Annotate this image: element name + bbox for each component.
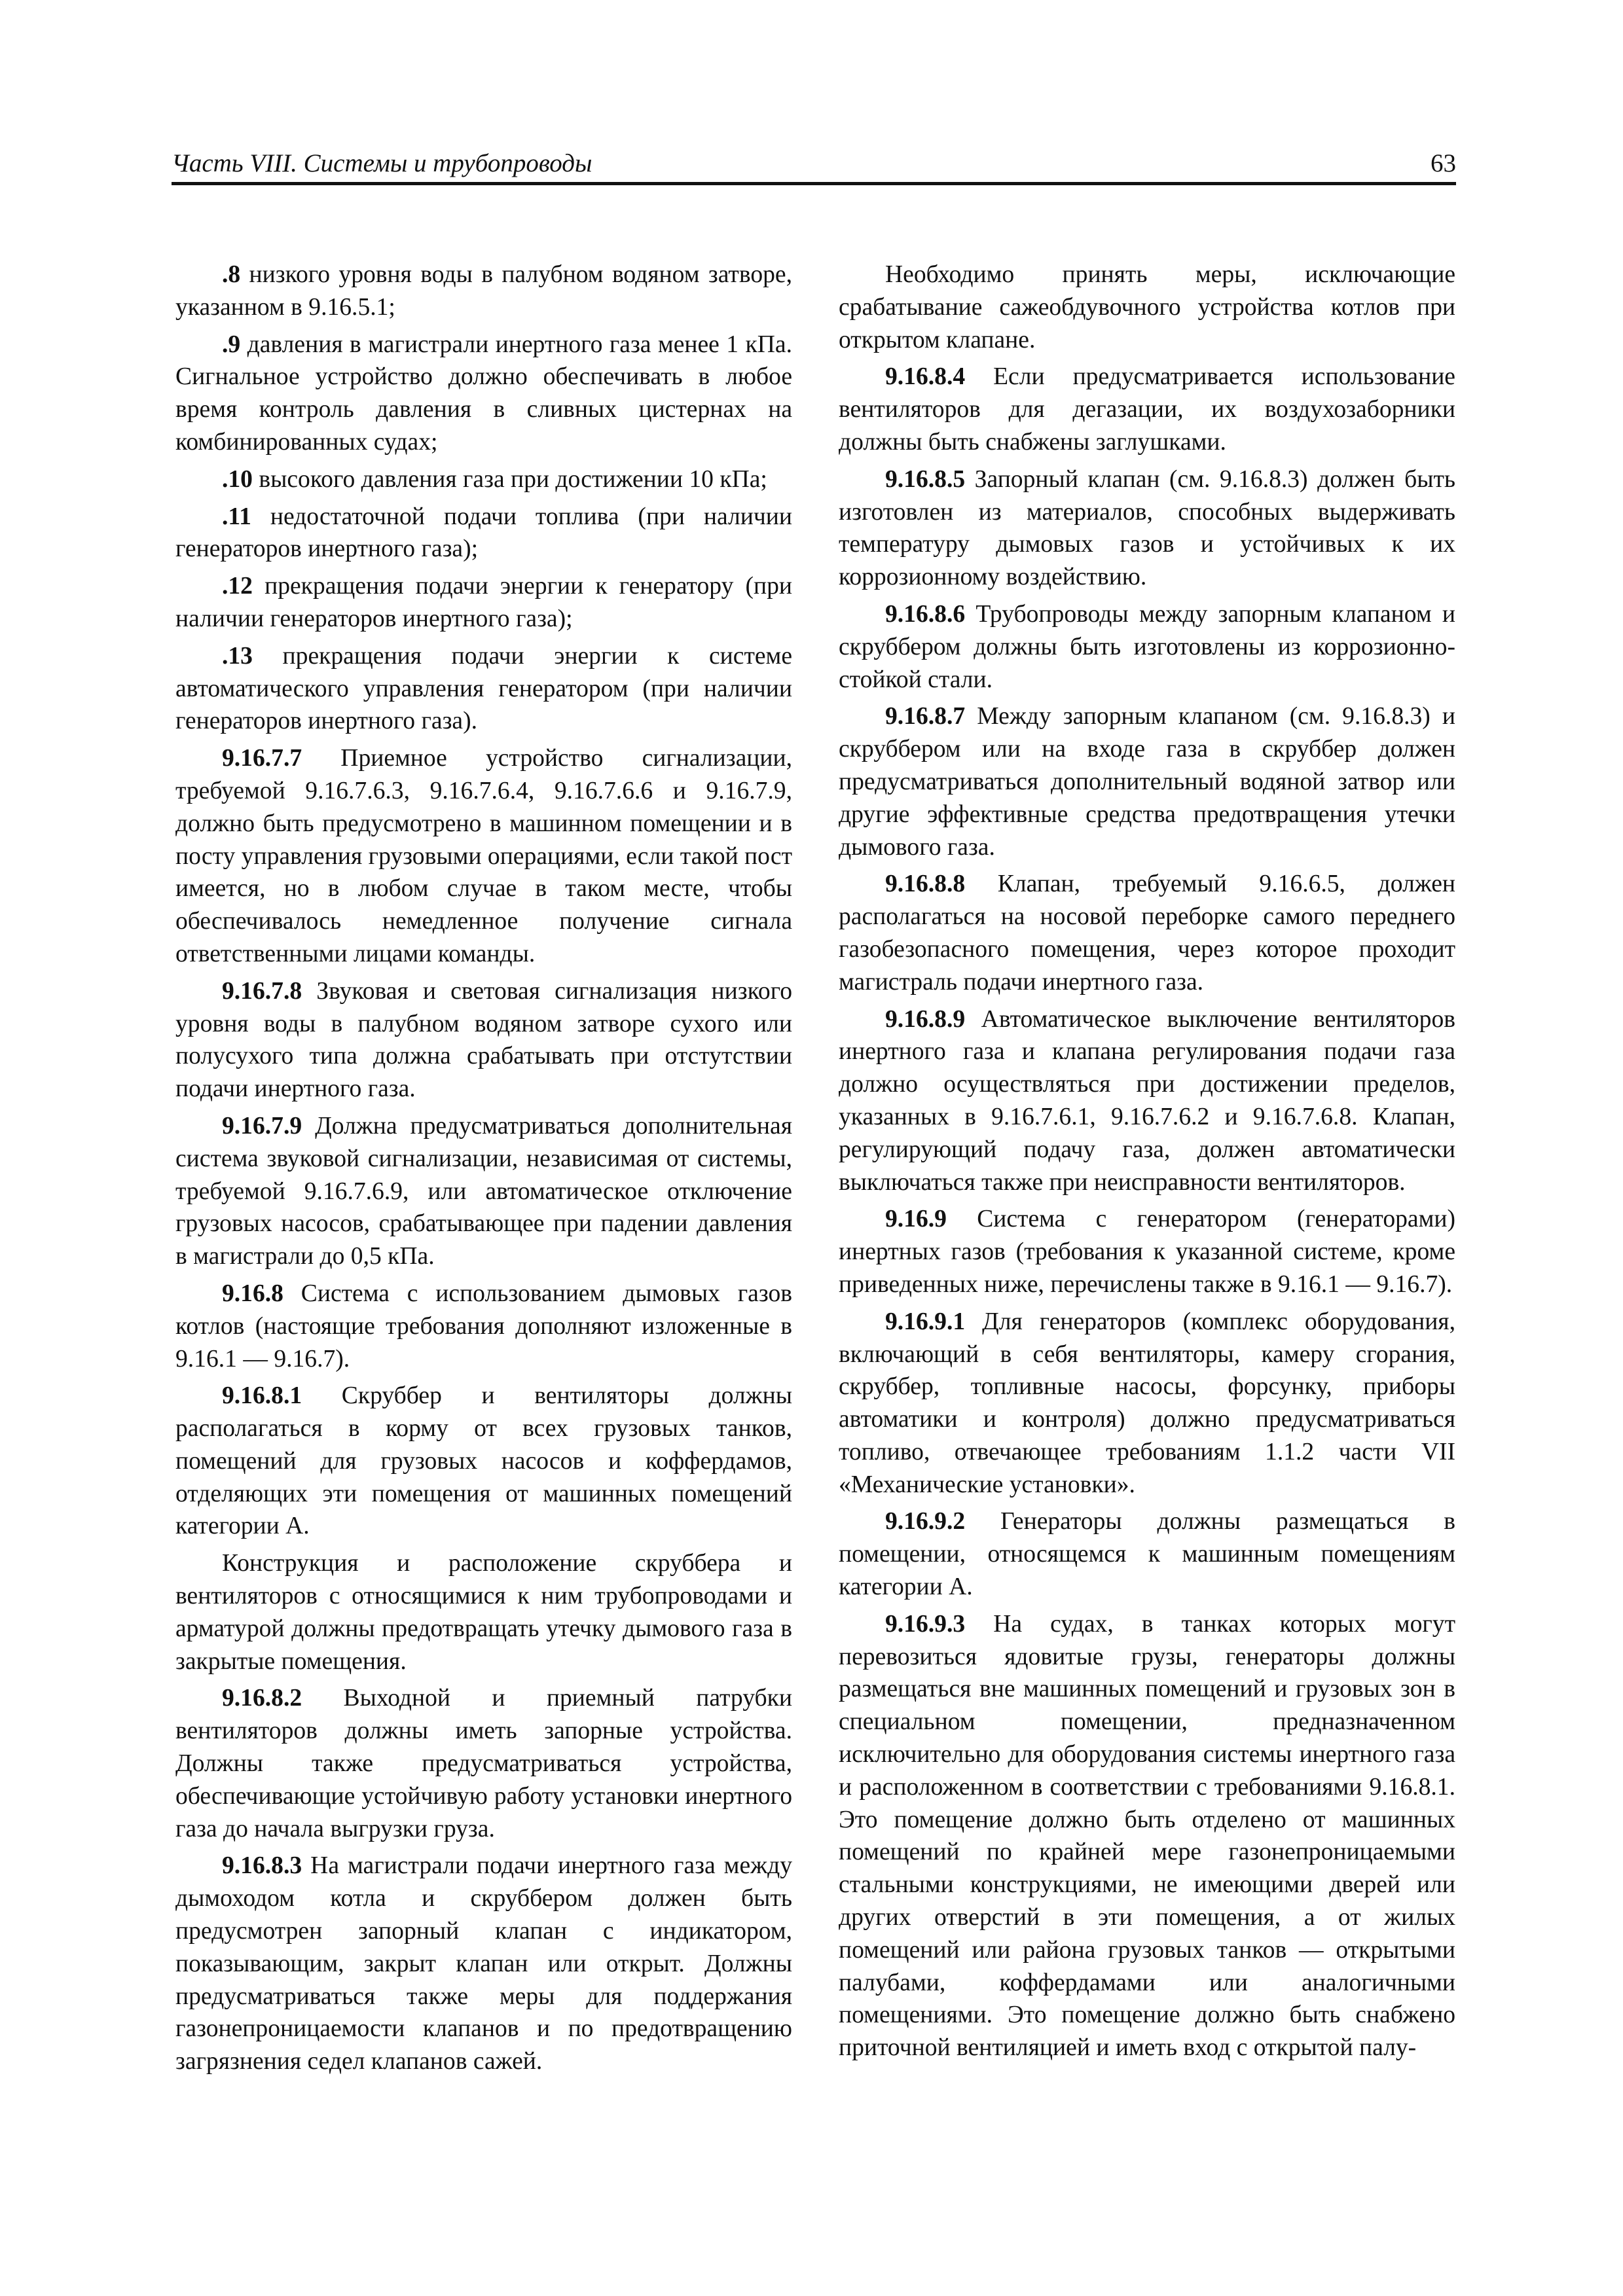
- clause-ref: 9.16.7.8: [222, 977, 302, 1005]
- clause-ref: 9.16.9: [885, 1206, 947, 1233]
- paragraph-text: прекращения подачи энергии к генератору (при наличии генераторов инертного газа);: [175, 573, 792, 632]
- clause-ref: .12: [222, 573, 253, 600]
- clause-ref: 9.16.8.2: [222, 1685, 302, 1712]
- running-header: [172, 145, 1456, 185]
- paragraph-text: Необходимо принять меры, исключающие срабатывание сажеобдувочного устройства котлов при открытом клапане.: [839, 261, 1455, 353]
- paragraph: [839, 868, 1455, 998]
- paragraph: [175, 463, 792, 496]
- paragraph-text: На магистрали подачи инертного газа между дымоходом котла и скруббером должен быть предусмотрен запорный клапан с индикатором, показывающим, закрыт клапан или открыт. Должны предусматриваться также меры для поддержания газонепроницаемости клапанов и по предотвращению загрязнения седел клапанов сажей.: [175, 1852, 792, 2075]
- paragraph: [175, 329, 792, 459]
- clause-ref: 9.16.9.3: [885, 1610, 966, 1638]
- paragraph-text: давления в магистрали инертного газа менее 1 кПа. Сигнальное устройство должно обеспечивать в любое время контроль давления в сливных цистернах на комбинированных судах;: [175, 331, 792, 456]
- paragraph: [175, 1850, 792, 2078]
- paragraph: [175, 501, 792, 566]
- paragraph-text: недостаточной подачи топлива (при наличии генераторов инертного газа);: [175, 503, 792, 563]
- paragraph-text: Система с генератором (генераторами) инертных газов (требования к указанной системе, кроме приведенных ниже, перечислены также в 9.16.1 — 9.16.7).: [839, 1206, 1455, 1298]
- paragraph: [175, 1278, 792, 1375]
- paragraph: [175, 570, 792, 636]
- paragraph-text: Трубопроводы между запорным клапаном и скруббером должны быть изготовлены из коррозионно-стойкой стали.: [839, 600, 1455, 693]
- paragraph-text: Скруббер и вентиляторы должны располагаться в корму от всех грузовых танков, помещений для грузовых насосов и коффердамов, отделяющих эти помещения от машинных помещений категории А.: [175, 1382, 792, 1540]
- paragraph: [839, 463, 1455, 594]
- paragraph: [839, 1003, 1455, 1199]
- clause-ref: .9: [222, 331, 241, 358]
- page-number: 63: [1431, 149, 1456, 177]
- clause-ref: 9.16.8: [222, 1280, 283, 1307]
- paragraph-text: Приемное устройство сигнализации, требуемой 9.16.7.6.3, 9.16.7.6.4, 9.16.7.6.6 и 9.16.7.9, должно быть предусмотрено в машинном помещении и в посту управления грузовыми операциями, если такой пост имеется, но в любом случае в таком месте, чтобы обеспечивалось немедленное получение сигнала ответственными лицами команды.: [175, 745, 792, 967]
- paragraph-text: Генераторы должны размещаться в помещении, относящемся к машинным помещениям категории А.: [839, 1508, 1455, 1601]
- clause-ref: 9.16.8.9: [885, 1005, 966, 1033]
- paragraph-text: Звуковая и световая сигнализация низкого уровня воды в палубном водяном затворе сухого или полусухого типа должна срабатывать при отстутствии подачи инертного газа.: [175, 977, 792, 1103]
- right-column: [839, 259, 1455, 2069]
- clause-ref: 9.16.8.1: [222, 1382, 302, 1410]
- paragraph: [839, 1203, 1455, 1300]
- paragraph: [839, 259, 1455, 356]
- paragraph-text: Выходной и приемный патрубки вентиляторов должны иметь запорные устройства. Должны также предусматриваться устройства, обеспечивающие устойчивую работу установки инертного газа до начала выгрузки груза.: [175, 1685, 792, 1842]
- clause-ref: 9.16.9.1: [885, 1308, 966, 1335]
- paragraph-text: Между запорным клапаном (см. 9.16.8.3) и скруббером или на входе газа в скруббер должен предусматриваться дополнительный водяной затвор или другие эффективные средства предотвращения утечки дымового газа.: [839, 703, 1455, 861]
- clause-ref: 9.16.8.6: [885, 600, 966, 628]
- paragraph: [175, 1110, 792, 1273]
- paragraph-text: Система с использованием дымовых газов котлов (настоящие требования дополняют изложенные в 9.16.1 — 9.16.7).: [175, 1280, 792, 1372]
- clause-ref: 9.16.9.2: [885, 1508, 966, 1535]
- paragraph-text: Для генераторов (комплекс оборудования, включающий в себя вентиляторы, камеру сгорания, скруббер, топливные насосы, форсунку, приборы автоматики и контроля) должно предусматриваться топливо, отвечающее требованиям 1.1.2 части VII «Механические установки».: [839, 1308, 1455, 1498]
- clause-ref: 9.16.8.3: [222, 1852, 302, 1880]
- paragraph-text: Запорный клапан (см. 9.16.8.3) должен быть изготовлен из материалов, способных выдерживать температуру дымовых газов и устойчивых к их коррозионному воздействию.: [839, 465, 1455, 591]
- paragraph: [175, 640, 792, 738]
- paragraph: [175, 259, 792, 324]
- paragraph-text: На судах, в танках которых могут перевозиться ядовитые грузы, генераторы должны размещаться вне машинных помещений и грузовых зон в специальном помещении, предназначенном исключительно для оборудования системы инертного газа и расположенном в соответствии с требованиями 9.16.8.1. Это помещение должно быть отделено от машинных помещений по крайней мере газонепроницаемыми стальными конструкциями, не имеющими дверей или других отверстий в эти помещения, а от жилых помещений или района грузовых танков — открытыми палубами, коффердамами или аналогичными помещениями. Это помещение должно быть снабжено приточной вентиляцией и иметь вход с открытой палу-: [839, 1610, 1455, 2062]
- clause-ref: .13: [222, 642, 253, 670]
- clause-ref: 9.16.7.9: [222, 1112, 302, 1139]
- clause-ref: .8: [222, 261, 241, 288]
- paragraph: [839, 1608, 1455, 2064]
- left-column: [175, 259, 792, 2083]
- paragraph-text: Конструкция и расположение скруббера и вентиляторов с относящимися к ним трубопроводами и арматурой должны предотвращать утечку дымового газа в закрытые помещения.: [175, 1550, 792, 1675]
- paragraph-text: Если предусматривается использование вентиляторов для дегазации, их воздухозаборники должны быть снабжены заглушками.: [839, 363, 1455, 456]
- paragraph: [175, 1682, 792, 1845]
- header-title: Часть VIII. Системы и трубопроводы: [172, 149, 593, 177]
- paragraph-text: прекращения подачи энергии к системе автоматического управления генератором (при наличии генераторов инертного газа).: [175, 642, 792, 735]
- paragraph-text: низкого уровня воды в палубном водяном затворе, указанном в 9.16.5.1;: [175, 261, 792, 321]
- clause-ref: .11: [222, 503, 251, 530]
- clause-ref: 9.16.8.7: [885, 703, 966, 730]
- paragraph: [839, 1306, 1455, 1501]
- clause-ref: 9.16.8.8: [885, 870, 966, 898]
- clause-ref: 9.16.8.5: [885, 465, 966, 493]
- paragraph-text: Клапан, требуемый 9.16.6.5, должен располагаться на носовой переборке самого переднего газобезопасного помещения, через которое проходит магистраль подачи инертного газа.: [839, 870, 1455, 996]
- paragraph: [175, 1380, 792, 1543]
- paragraph-text: высокого давления газа при достижении 10 кПа;: [252, 465, 767, 493]
- paragraph: [839, 700, 1455, 863]
- paragraph: [175, 742, 792, 971]
- paragraph: [175, 975, 792, 1105]
- paragraph: [839, 361, 1455, 458]
- paragraph: [839, 598, 1455, 696]
- clause-ref: 9.16.7.7: [222, 745, 302, 772]
- paragraph: [175, 1547, 792, 1677]
- paragraph: [839, 1505, 1455, 1603]
- paragraph-text: Должна предусматриваться дополнительная система звуковой сигнализации, независимая от системы, требуемой 9.16.7.6.9, или автоматическое отключение грузовых насосов, срабатывающее при падении давления в магистрали до 0,5 кПа.: [175, 1112, 792, 1270]
- paragraph-text: Автоматическое выключение вентиляторов инертного газа и клапана регулирования подачи газа должно осуществляться при достижении пределов, указанных в 9.16.7.6.1, 9.16.7.6.2 и 9.16.7.6.8. Клапан, регулирующий подачу газа, должен автоматически выключаться также при неисправности вентиляторов.: [839, 1005, 1455, 1196]
- clause-ref: 9.16.8.4: [885, 363, 966, 391]
- clause-ref: .10: [222, 465, 253, 493]
